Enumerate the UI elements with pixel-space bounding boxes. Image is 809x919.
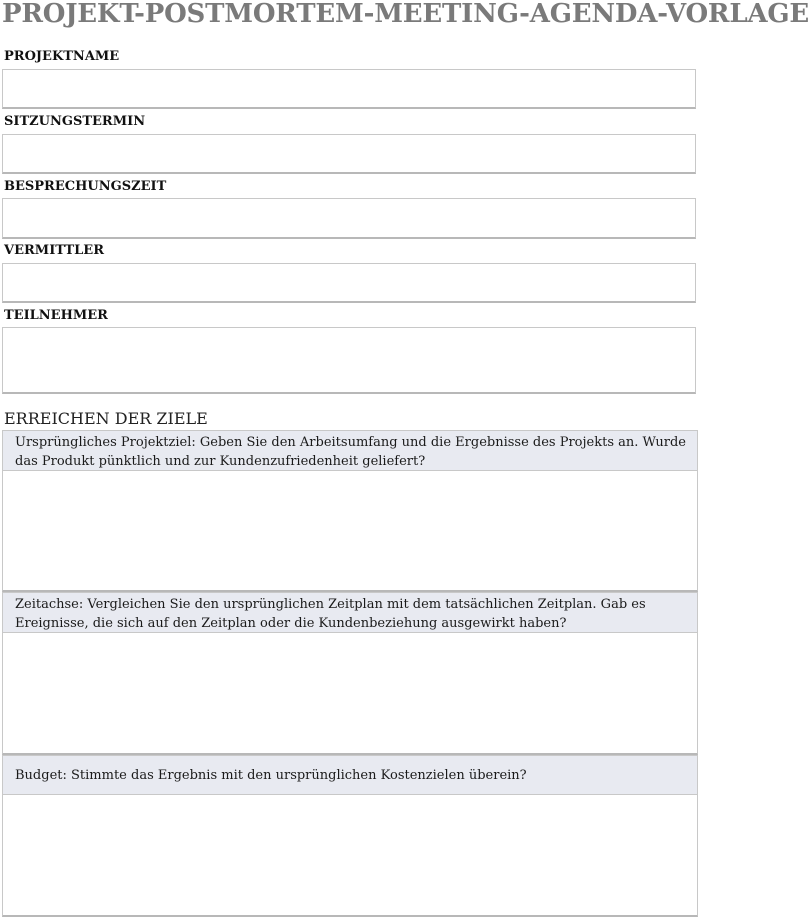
timeline-answer[interactable] xyxy=(2,632,698,755)
page-title: PROJEKT-POSTMORTEM-MEETING-AGENDA-VORLAGE xyxy=(2,0,809,29)
timeline-prompt: Zeitachse: Vergleichen Sie den ursprünglichen Zeitplan mit dem tatsächlichen Zeitplan. Gab es Ereignisse, die sich auf den Zeitplan oder die Kundenbeziehung ausgewirkt haben? xyxy=(2,592,698,632)
attendees-label: TEILNEHMER xyxy=(4,308,108,323)
project-goal-answer[interactable] xyxy=(2,470,698,592)
facilitator-label: VERMITTLER xyxy=(4,243,105,258)
goals-section-title: ERREICHEN DER ZIELE xyxy=(4,409,208,428)
facilitator-field[interactable] xyxy=(2,263,696,303)
meeting-date-field[interactable] xyxy=(2,134,696,174)
meeting-time-field[interactable] xyxy=(2,198,696,239)
project-name-field[interactable] xyxy=(2,69,696,109)
meeting-date-label: SITZUNGSTERMIN xyxy=(4,114,146,129)
meeting-time-label: BESPRECHUNGSZEIT xyxy=(4,179,167,194)
project-name-label: PROJEKTNAME xyxy=(4,49,120,64)
budget-prompt: Budget: Stimmte das Ergebnis mit den ursprünglichen Kostenzielen überein? xyxy=(2,755,698,794)
project-goal-prompt: Ursprüngliches Projektziel: Geben Sie den Arbeitsumfang und die Ergebnisse des Projekts an. Wurde das Produkt pünktlich und zur Kundenzufriedenheit geliefert? xyxy=(2,430,698,470)
budget-answer[interactable] xyxy=(2,794,698,917)
attendees-field[interactable] xyxy=(2,327,696,394)
